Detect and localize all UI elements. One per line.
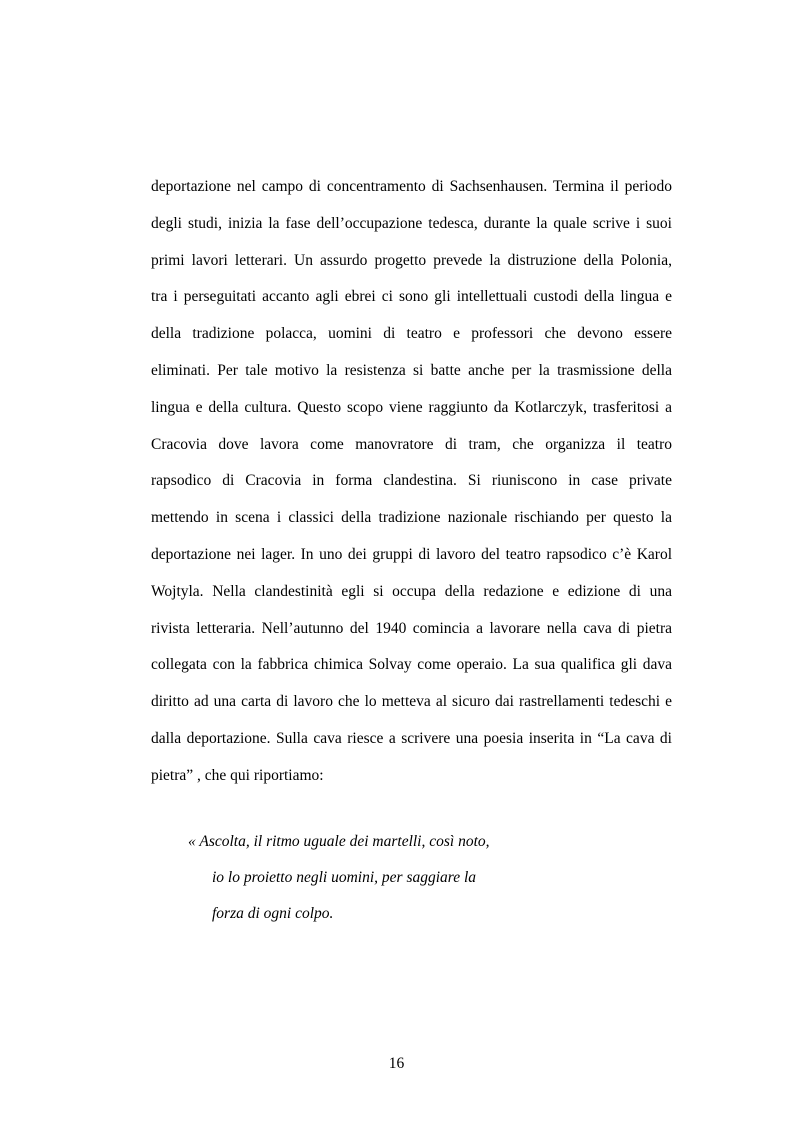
paragraph-line: della tradizione polacca, uomini di teatro e professori che devono essere (151, 325, 672, 343)
paragraph-line: eliminati. Per tale motivo la resistenza si batte anche per la trasmissione della (151, 361, 672, 379)
paragraph-line: rapsodico di Cracovia in forma clandestina. Si riuniscono in case private (151, 472, 672, 490)
paragraph-line: rivista letteraria. Nell’autunno del 1940 comincia a lavorare nella cava di pietra (151, 619, 672, 637)
poem-quote (188, 824, 490, 932)
paragraph-line: Cracovia dove lavora come manovratore di tram, che organizza il teatro (151, 435, 672, 453)
paragraph-line: mettendo in scena i classici della tradizione nazionale rischiando per questo la (151, 509, 672, 527)
body-paragraph (151, 169, 672, 795)
paragraph-line: dalla deportazione. Sulla cava riesce a scrivere una poesia inserita in “La cava di (151, 729, 672, 747)
poem-line: io lo proietto negli uomini, per saggiare la (212, 869, 477, 886)
paragraph-line: deportazione nei lager. In uno dei gruppi di lavoro del teatro rapsodico c’è Karol (151, 545, 672, 563)
paragraph-line: degli studi, inizia la fase dell’occupazione tedesca, durante la quale scrive i suoi (151, 214, 672, 232)
poem-line: « Ascolta, il ritmo uguale dei martelli, così noto, (188, 833, 490, 850)
paragraph-line: collegata con la fabbrica chimica Solvay come operaio. La sua qualifica gli dava (151, 656, 672, 674)
paragraph-line: tra i perseguitati accanto agli ebrei ci sono gli intellettuali custodi della lingua e (151, 288, 672, 306)
paragraph-line: pietra” , che qui riportiamo: (151, 766, 324, 784)
paragraph-line: deportazione nel campo di concentramento di Sachsenhausen. Termina il periodo (151, 178, 672, 195)
paragraph-line: primi lavori letterari. Un assurdo progetto prevede la distruzione della Polonia, (151, 251, 672, 269)
paragraph-line: lingua e della cultura. Questo scopo viene raggiunto da Kotlarczyk, trasferitosi a (151, 398, 672, 416)
page-number: 16 (388, 1055, 405, 1072)
paragraph-line: diritto ad una carta di lavoro che lo metteva al sicuro dai rastrellamenti tedeschi e (151, 693, 672, 711)
paragraph-line: Wojtyla. Nella clandestinità egli si occupa della redazione e edizione di una (151, 582, 672, 600)
poem-line: forza di ogni colpo. (212, 905, 334, 922)
